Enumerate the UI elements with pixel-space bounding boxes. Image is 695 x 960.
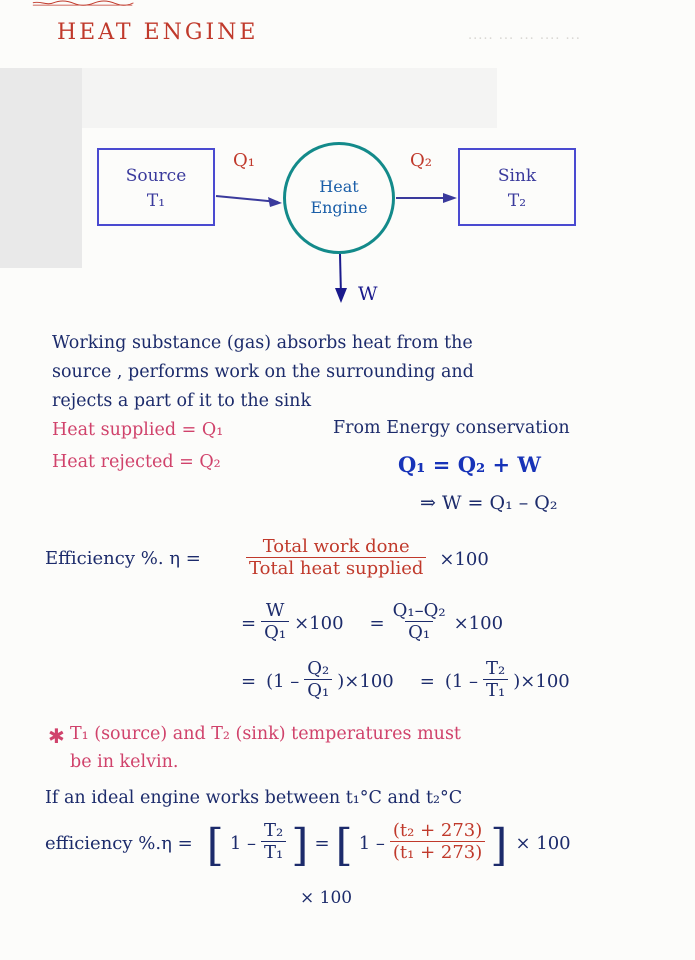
efficiency-formula-line-3	[241, 660, 570, 703]
heat-supplied-line: Heat supplied = Q₁	[52, 420, 224, 440]
source-label: Source	[125, 166, 187, 186]
heat-engine-diagram	[0, 0, 695, 320]
energy-conservation-heading: From Energy conservation	[333, 418, 570, 438]
efficiency-multiplier: ×100	[439, 549, 489, 570]
q2-label: Q₂	[410, 150, 432, 171]
body-paragraph-line-3: rejects a part of it to the sink	[52, 391, 312, 411]
efficiency-label: Efficiency %. η =	[45, 548, 201, 569]
heat-rejected-line: Heat rejected = Q₂	[52, 452, 221, 472]
engine-label-line2: Engine	[310, 198, 368, 217]
ideal-t1-denominator: T₁	[261, 841, 286, 863]
faded-header-note: ..... ... ... .... ...	[468, 28, 581, 43]
energy-equation: Q₁ = Q₂ + W	[398, 452, 542, 477]
work-equation: ⇒ W = Q₁ – Q₂	[420, 492, 558, 514]
q2-over-q1-numerator: Q₂	[307, 658, 330, 679]
q-difference-numerator: Q₁–Q₂	[392, 600, 446, 621]
equals-sign-1: =	[241, 613, 257, 634]
ideal-multiplier: × 100	[515, 833, 571, 854]
t2-over-t1-numerator: T₂	[486, 658, 506, 679]
ideal-efficiency-label: efficiency %.η =	[45, 833, 193, 854]
sink-label: Sink	[497, 166, 537, 186]
t2-over-t1-fraction	[483, 658, 508, 701]
equals-sign-2: =	[369, 613, 385, 634]
ideal-one-minus-2: 1 –	[358, 833, 385, 854]
sink-temperature: T₂	[507, 190, 527, 211]
t2-over-t1-denominator: T₁	[483, 679, 508, 701]
ideal-multiplier-below: × 100	[300, 888, 353, 908]
w-label: W	[358, 283, 378, 305]
equals-sign-4: =	[419, 671, 435, 692]
q-difference-denominator: Q₁	[405, 621, 433, 643]
work-over-q1-denominator: Q₁	[261, 621, 289, 643]
engine-label-line1: Heat	[319, 177, 359, 197]
ideal-equals: =	[314, 833, 330, 854]
t-ratio-close: )×100	[513, 671, 570, 692]
work-over-q1-numerator: W	[265, 600, 285, 621]
diagram-arrows	[0, 0, 695, 320]
q2-over-q1-denominator: Q₁	[304, 679, 332, 701]
ideal-one-minus-1: 1 –	[229, 833, 257, 854]
ideal-engine-line: If an ideal engine works between t₁°C and t₂°C	[45, 788, 463, 808]
note-star-icon: ✱	[48, 724, 65, 748]
body-paragraph-line-2: source , performs work on the surrounding and	[52, 362, 474, 382]
efficiency-formula-line-2	[241, 602, 503, 645]
q2-over-q1-fraction	[304, 658, 332, 701]
q-difference-fraction	[390, 600, 449, 643]
work-over-q1-fraction	[261, 600, 289, 643]
q-ratio-open: (1 –	[266, 671, 300, 692]
page-title: HEAT ENGINE	[57, 20, 259, 45]
ideal-t2-over-t1-fraction	[261, 820, 286, 863]
ideal-celsius-fraction	[390, 820, 485, 863]
q-ratio-close: )×100	[337, 671, 394, 692]
q1-label: Q₁	[233, 150, 255, 171]
body-paragraph-line-1: Working substance (gas) absorbs heat from the	[52, 333, 473, 353]
efficiency-fraction	[246, 536, 426, 579]
efficiency-fraction-numerator: Total work done	[262, 536, 410, 557]
ideal-efficiency-formula: efficiency %.η = [ 1 – $\frac{\text{T₂}}{\text{T₁}}$ ] = [ 1 – $\frac{\text{(t₂ + 273)}}{\text{(t₁ + 273)}}$ ] × 100	[45, 819, 571, 871]
ideal-t2-numerator: T₂	[264, 820, 284, 841]
ideal-celsius-numerator: (t₂ + 273)	[392, 820, 483, 841]
multiplier-2: ×100	[453, 613, 504, 634]
t-ratio-open: (1 –	[444, 671, 479, 692]
ideal-celsius-denominator: (t₁ + 273)	[390, 841, 485, 863]
note-line-2: be in kelvin.	[70, 752, 179, 772]
note-line-1: T₁ (source) and T₂ (sink) temperatures must	[70, 724, 461, 744]
source-temperature: T₁	[146, 190, 166, 211]
multiplier-1: ×100	[294, 613, 344, 634]
efficiency-formula-line-1	[241, 538, 489, 581]
equals-sign-3: =	[241, 671, 257, 692]
efficiency-fraction-denominator: Total heat supplied	[246, 557, 426, 579]
